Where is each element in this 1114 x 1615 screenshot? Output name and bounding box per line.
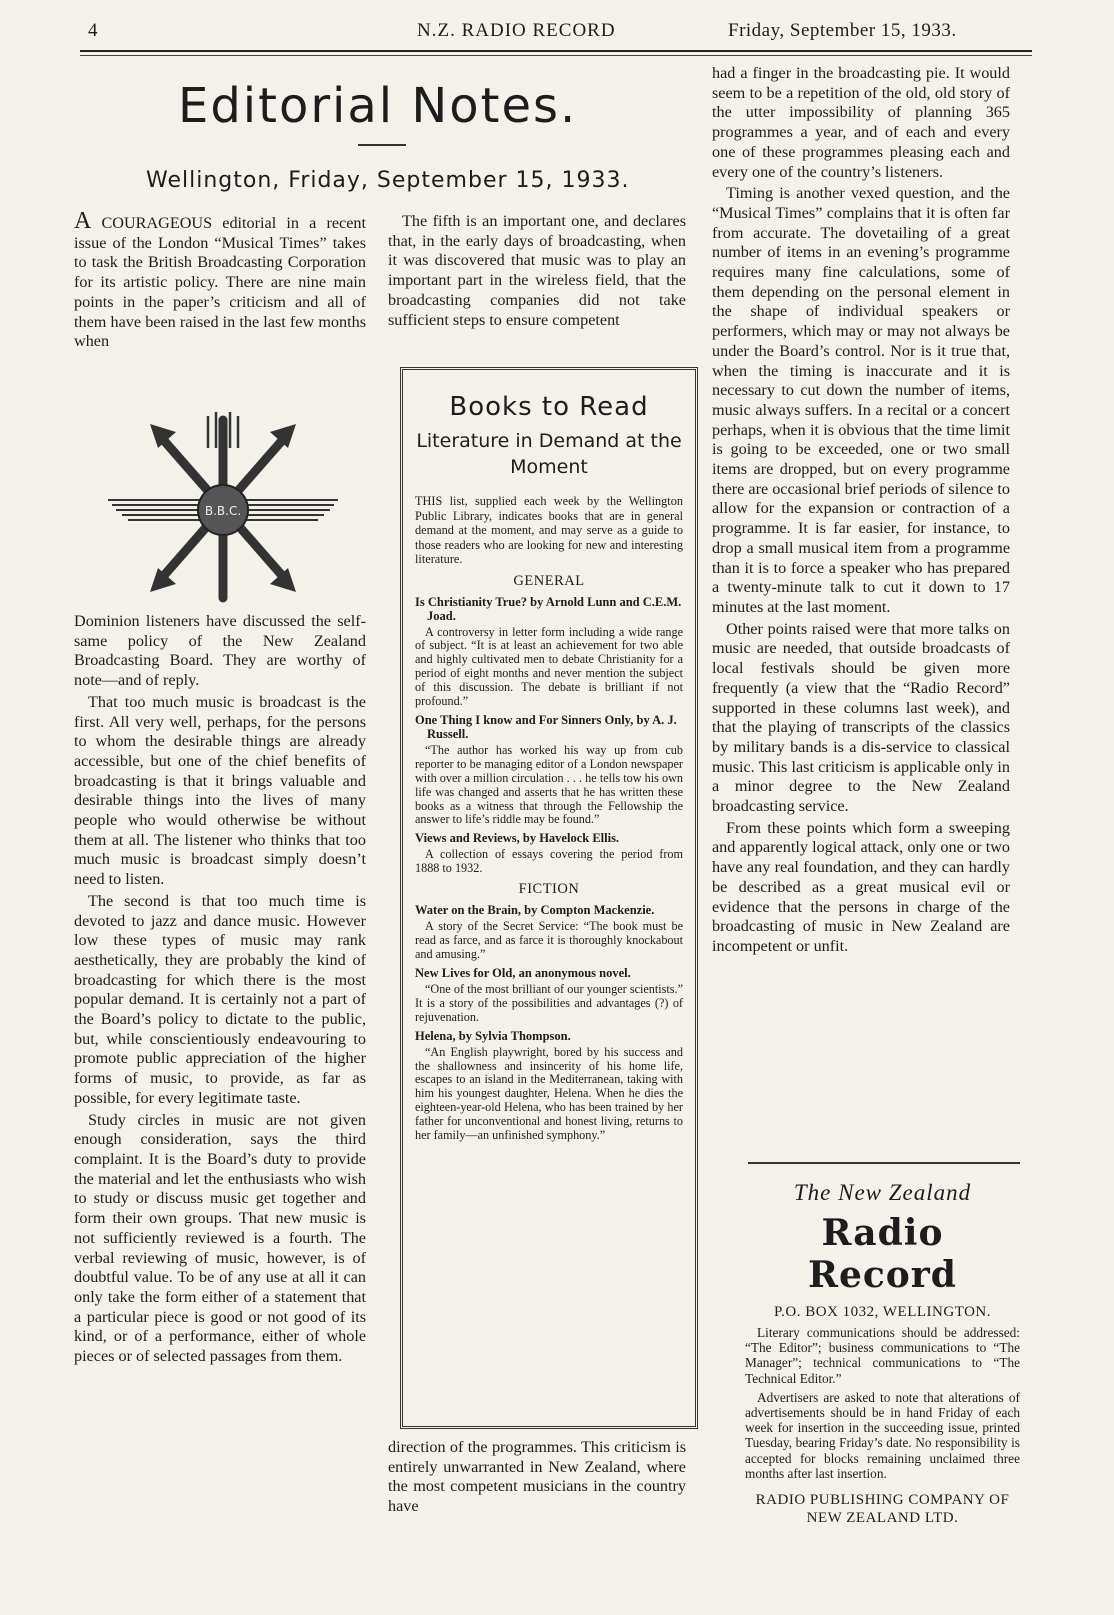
section-fiction: FICTION <box>518 881 580 898</box>
bbc-emblem <box>98 408 348 608</box>
books-to-read-box <box>400 367 698 1429</box>
editorial-para: Other points raised were that more talks on music are needed, that outside broadcasts of local festivals should be given more frequently (a view that the “Radio Record” supported in these columns last week), and that the playing of transcripts of the classics by military bands is a dis-service to classical music. This last criticism is applicable only in a minor degree to the New Zealand broadcasting service. <box>712 619 1010 816</box>
po-box: P.O. BOX 1032, WELLINGTON. <box>773 1304 992 1320</box>
dateline: Wellington, Friday, September 15, 1933. <box>146 168 630 193</box>
bbc-emblem-graphic <box>98 408 348 608</box>
masthead-logo: Radio Record <box>808 1212 957 1296</box>
book-title: Water on the Brain, by Compton Mackenzie. <box>415 903 655 918</box>
page-title: Editorial Notes. <box>178 78 578 134</box>
drop-cap: A <box>74 208 92 234</box>
editorial-para: Timing is another vexed question, and the “Musical Times” complains that it is often far from accurate. The dovetailing of a great number of items in an evening’s programme requires many fine calculations, some of them depending on the personal element in the shape of individual speakers or performers, which may or may not always be under the Board’s control. Nor is it true that, when the timing is inaccurate and it is necessary to cut down the number of items, music always suffers. In a recital or a concert perhaps, when it is obvious that the time limit is going to be exceeded, one or two small items are dropped, but on every programme there are occasional brief periods of silence to allow for the expansion or contraction of a programme. It is far easier, for instance, to drop a small musical item from a programme than it is to force a speaker who has prepared a twenty-minute talk to cut it down to 17 minutes at the last moment. <box>712 184 1010 616</box>
book-description: A collection of essays covering the period from 1888 to 1932. <box>415 847 683 876</box>
notice-communications: Literary communications should be addressed: “The Editor”; business communications to “The Manager”; technical communications to “The Technical Editor.” <box>745 1325 1020 1386</box>
masthead-divider <box>748 1162 1020 1164</box>
editorial-para: had a finger in the broadcasting pie. It would seem to be a repetition of the old, old story of the utter impossibility of planning 365 programmes a year, and of each and every one of these programmes pleasing each and every one of the country’s listeners. <box>712 64 1010 181</box>
header-rule-thin <box>80 55 1032 56</box>
book-title: New Lives for Old, an anonymous novel. <box>415 965 631 980</box>
emblem-text: B.B.C. <box>204 504 242 518</box>
books-intro: THIS list, supplied each week by the Wellington Public Library, indicates books that are in general demand at the moment, and may serve as a guide to those readers who are looking for new and interesting literature. <box>415 494 683 566</box>
editorial-para: That too much music is broadcast is the first. All very well, perhaps, for the persons to whom the desirable things are already accessible, but one of the chief benefits of broadcasting is that it brings valuable and desirable things into the lives of many people who would otherwise be without them at all. The listener who thinks that too much music is broadcast simply doesn’t need to listen. <box>74 692 366 889</box>
editorial-para: The second is that too much time is devoted to jazz and dance music. However low these types of music may rank aesthetically, they are probably the kind of broadcasting for which there is the most popular demand. It is certainly not a part of the Board’s policy to dictate to the public, but, while conscientiously endeavouring to promote public appreciation of the higher forms of music, to provide, as far as possible, for every legitimate taste. <box>74 891 366 1107</box>
section-general: GENERAL <box>513 572 585 589</box>
header-rule <box>80 50 1032 52</box>
book-title: One Thing I know and For Sinners Only, by A. J. Russell. <box>415 712 677 741</box>
masthead-line1: The New Zealand <box>793 1180 972 1205</box>
editorial-opening: A COURAGEOUS editorial in a recent issue of the London “Musical Times” takes to task the British Broadcasting Corporation for its artistic policy. There are nine main points in the paper’s criticism and all of them have been raised in the last few months when <box>74 208 366 351</box>
notice-advertisers: Advertisers are asked to note that alterations of advertisements should be in hand Friday of each week for insertion in the succeeding issue, printed Tuesday, bearing Friday’s date. No responsibility is accepted for blocks remaining unclaimed three months after last insertion. <box>745 1389 1020 1481</box>
book-title: Views and Reviews, by Havelock Ellis. <box>415 831 620 846</box>
books-heading: Books to Read <box>449 392 649 422</box>
editorial-col1-bottom <box>74 612 366 1369</box>
publisher: RADIO PUBLISHING COMPANY OF NEW ZEALAND LTD. <box>755 1492 1010 1527</box>
publication-name: N.Z. RADIO RECORD <box>417 20 616 41</box>
books-subheading: Literature in Demand at the Moment <box>416 430 682 478</box>
editorial-para: The fifth is an important one, and declares that, in the early days of broadcasting, when it was discovered that music was to play an important part in the wireless field, that the broadcasting companies did not take sufficient steps to ensure competent <box>388 212 686 329</box>
book-title: Helena, by Sylvia Thompson. <box>415 1028 571 1043</box>
book-description: A story of the Secret Service: “The book must be read as farce, and as farce it is thoroughly knockabout and amusing.” <box>415 919 683 961</box>
page-number: 4 <box>88 20 99 41</box>
masthead <box>745 1180 1020 1527</box>
editorial-col1-top <box>74 208 366 354</box>
book-description: “One of the most brilliant of our younger scientists.” It is a story of the possibilities and advantages (?) of rejuvenation. <box>415 981 683 1024</box>
issue-date: Friday, September 15, 1933. <box>728 20 957 41</box>
book-description: “The author has worked his way up from cub reporter to be managing editor of a London newspaper with over a million circulation . . . he tells tow his own life was changed and asserts that he has written these books as a witness that through the Fellowship the answer to life’s riddle may be found.” <box>415 742 683 827</box>
editorial-para: From these points which form a sweeping and apparently logical attack, only one or two have any real foundation, and they can hardly be described as a great musical evil or evidence that the persons in charge of the broadcasting of music in New Zealand are incompetent or unfit. <box>712 818 1010 955</box>
editorial-col2-top <box>388 212 686 332</box>
book-title: Is Christianity True? by Arnold Lunn and C.E.M. Joad. <box>415 594 682 623</box>
editorial-para: direction of the programmes. This criticism is entirely unwarranted in New Zealand, where the most competent musicians in the country have <box>388 1438 686 1516</box>
book-description: “An English playwright, bored by his success and the shallowness and insincerity of his home life, escapes to an island in the Mediterranean, taking with him his youngest daughter, Helena. When he dies the eighteen-year-old Helena, who has been trained by her father for unconventional and honest living, returns to her family—an unfinished symphony.” <box>415 1044 683 1143</box>
title-divider <box>358 144 406 146</box>
editorial-para: Study circles in music are not given enough consideration, says the third complaint. It is the Board’s duty to provide the material and let the enthusiasts who wish to study or discuss music get together and form their own groups. That new music is not sufficiently reviewed is a fourth. The verbal reviewing of music, however, is of doubtful value. To be of any use at all it can only take the form either of a statement that a particular piece is good or not good of its kind, or of a performance, either of whole pieces or of selected passages from them. <box>74 1110 366 1366</box>
editorial-col2-bottom <box>388 1438 686 1519</box>
editorial-col3 <box>712 64 1010 959</box>
editorial-para: Dominion listeners have discussed the self-same policy of the New Zealand Broadcasting Board. They are worthy of note—and of reply. <box>74 612 366 690</box>
book-description: A controversy in letter form including a wide range of subject. “It is at least an achievement for two able and highly cultivated men to debate Christianity for a period of eight months and never mention the subject of this discussion. The debate is brilliant if not profound.” <box>415 624 683 709</box>
